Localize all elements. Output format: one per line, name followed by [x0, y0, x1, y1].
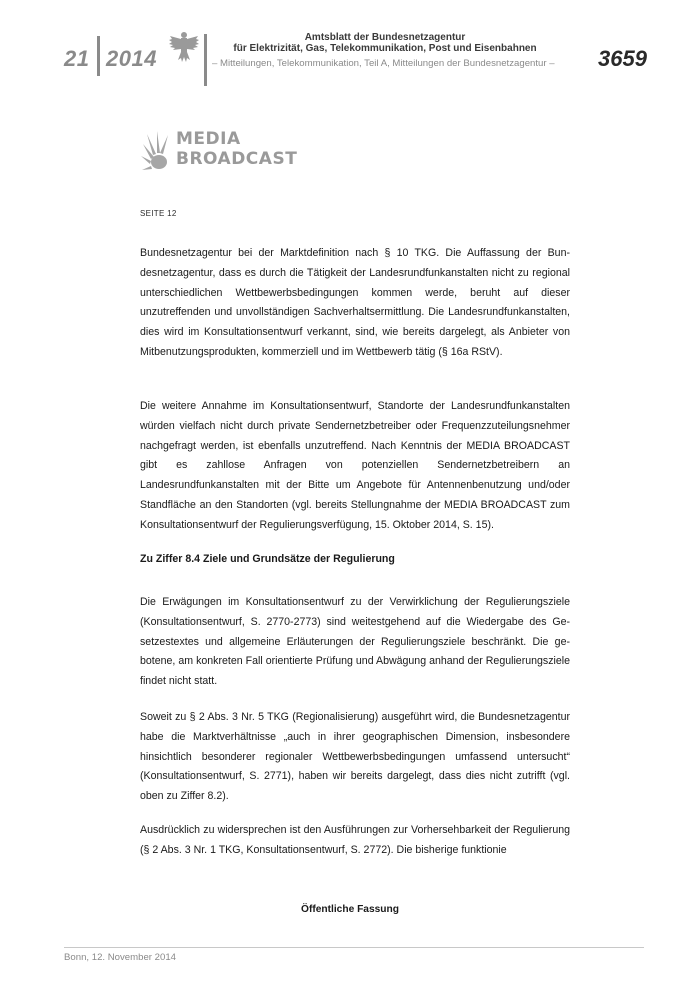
gazette-authority: für Elektrizität, Gas, Telekommunikation, Post und Eisenbahnen [233, 43, 537, 54]
header-divider-center [204, 34, 207, 86]
page-number: 3659 [598, 46, 647, 71]
gazette-section: – Mitteilungen, Telekommunikation, Teil A, Mitteilungen der Bundesnetzagentur – [212, 58, 555, 69]
media-broadcast-rays-icon [140, 130, 176, 174]
public-version-label: Öffentliche Fassung [301, 904, 399, 915]
media-broadcast-logo [140, 128, 300, 180]
header-divider-left [97, 36, 100, 76]
issue-year: 2014 [106, 46, 157, 71]
footer-date: Bonn, 12. November 2014 [64, 952, 177, 963]
body-paragraph-3: Die Erwägungen im Konsultationsentwurf zu der Verwirklichung der Regulierungsziele (Konsultationsentwurf, S. 2770-2773) sind weitestgehend auf die Wiedergabe des Gesetzestextes und allgemeine Erläuterungen der Regulierungsziele beschränkt. Die gebotene, am konkreten Fall orientierte Prüfung und Abwägung anhand der Regulierungsziele findet nicht statt. [140, 596, 570, 688]
body-paragraph-5: Ausdrücklich zu widersprechen ist den Ausführungen zur Vorhersehbarkeit der Regulierung (§ 2 Abs. 3 Nr. 1 TKG, Konsultationsentwurf, S. 2772). Die bisherige funktionie [140, 824, 570, 856]
body-paragraph-2: Die weitere Annahme im Konsultationsentwurf, Standorte der Landesrundfunkanstalten würden vielfach nicht durch private Sendernetzbetreiber oder Frequenzzuteilungsnehmer nachgefragt werden, ist ebenfalls unzutreffend. Nach Kenntnis der MEDIA BROADCAST gibt es zahllose Anfragen von potenziellen Sendernetzbetreibern an Landesrundfunkanstalten mit der Bitte um Angebote für Antennenbenutzung und/oder Standfläche an den Standorten (vgl. bereits Stellungnahme der MEDIA BROADCAST zum Konsultationsentwurf der Regulierungsverfügung, 15. Oktober 2014, S. 15). [140, 400, 570, 531]
logo-wordmark-broadcast: BROADCAST [176, 149, 298, 169]
footer-divider [64, 947, 644, 948]
federal-eagle-icon [168, 30, 200, 64]
section-heading: Zu Ziffer 8.4 Ziele und Grundsätze der Regulierung [140, 553, 395, 565]
page-label: SEITE 12 [140, 209, 177, 218]
gazette-title: Amtsblatt der Bundesnetzagentur [304, 32, 466, 43]
issue-number: 21 [64, 46, 90, 71]
logo-wordmark-media: MEDIA [176, 129, 241, 149]
body-paragraph-1: Bundesnetzagentur bei der Marktdefinition nach § 10 TKG. Die Auffassung der Bundesnetzagentur, dass es durch die Tätigkeit der Landesrundfunkanstalten nicht zu regional unterschiedlichen Wettbewerbsbedingungen kommen werde, beruht auf dieser unzutreffenden und unvollständigen Sachverhaltsermittlung. Die Landesrundfunkanstalten, dies wird im Konsultationsentwurf verkannt, sind, wie bereits dargelegt, als Anbieter von Mitbenutzungsprodukten, kommerziell und im Wettbewerb tätig (§ 16a RStV). [140, 247, 570, 358]
body-paragraph-4: Soweit zu § 2 Abs. 3 Nr. 5 TKG (Regionalisierung) ausgeführt wird, die Bundesnetzagentur habe die Marktverhältnisse „auch in ihrer geographischen Dimension, insbesondere hinsichtlich besonderer regionaler Wettbewerbsbedingungen umfassend untersucht“ (Konsultationsentwurf, S. 2771), haben wir bereits dargelegt, dass dies nicht zutrifft (vgl. oben zu Ziffer 8.2). [140, 711, 570, 803]
